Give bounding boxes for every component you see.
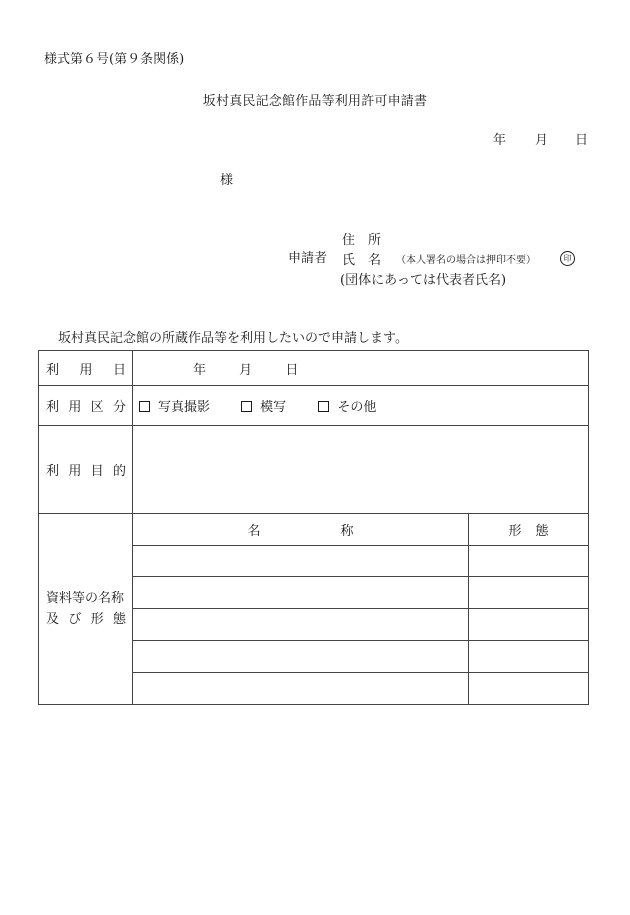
date-month-label: 月: [535, 133, 549, 148]
seal-mark: 印: [560, 251, 575, 266]
name-column-header: [133, 514, 469, 546]
header-char: 称: [340, 524, 354, 539]
usage-date-label: [39, 351, 133, 386]
materials-label: [39, 514, 133, 705]
label-char: 形: [90, 612, 104, 627]
materials-header-row: [39, 514, 589, 546]
usage-category-cell: [133, 386, 589, 426]
label-char: 利: [46, 362, 60, 378]
usage-year-label: 年: [193, 362, 207, 378]
material-form-input[interactable]: [469, 641, 589, 673]
form-number: 様式第６号(第９条関係): [44, 52, 185, 67]
name-note: （本人署名の場合は押印不要）: [396, 255, 536, 266]
material-name-input[interactable]: [133, 641, 469, 673]
checkbox-copy[interactable]: [241, 401, 252, 412]
usage-day-label: 日: [285, 362, 299, 378]
date-day-label: 日: [575, 133, 589, 148]
usage-date-cell[interactable]: [133, 351, 589, 386]
usage-purpose-input[interactable]: [133, 426, 589, 514]
label-char: 分: [112, 400, 126, 415]
date-year-label: 年: [493, 133, 507, 148]
material-form-input[interactable]: [469, 577, 589, 609]
category-option-label: 写真撮影: [158, 400, 211, 415]
label-char: 用: [79, 362, 93, 378]
label-char: 的: [112, 464, 126, 479]
label-char: 目: [90, 464, 104, 479]
usage-purpose-label: [39, 426, 133, 514]
header-char: 名: [247, 524, 261, 539]
name-label: 氏 名: [342, 253, 382, 268]
address-label: 住 所: [342, 233, 382, 248]
material-name-input[interactable]: [133, 546, 469, 577]
label-char: 利: [46, 400, 60, 415]
application-statement: 坂村真民記念館の所蔵作品等を利用したいので申請します。: [58, 331, 408, 346]
addressee-suffix: 様: [220, 173, 234, 188]
label-char: 及: [46, 612, 60, 627]
document-title: 坂村真民記念館作品等利用許可申請書: [202, 94, 428, 109]
material-name-input[interactable]: [133, 609, 469, 641]
usage-category-row: [39, 386, 589, 426]
checkbox-photo[interactable]: [139, 401, 150, 412]
label-char: 用: [68, 464, 82, 479]
material-form-input[interactable]: [469, 609, 589, 641]
usage-date-row: [39, 351, 589, 386]
material-form-input[interactable]: [469, 673, 589, 705]
group-representative-note: (団体にあっては代表者氏名): [340, 273, 507, 288]
material-form-input[interactable]: [469, 546, 589, 577]
category-option-other[interactable]: [318, 396, 376, 415]
label-char: 区: [90, 400, 104, 415]
category-option-label: 模写: [260, 400, 287, 415]
usage-purpose-row: [39, 426, 589, 514]
label-char: 利: [46, 464, 60, 479]
application-table: [38, 350, 589, 705]
checkbox-other[interactable]: [318, 401, 329, 412]
material-name-input[interactable]: [133, 577, 469, 609]
applicant-label: 申請者: [288, 251, 328, 266]
usage-category-label: [39, 386, 133, 426]
label-char: 用: [68, 400, 82, 415]
form-column-header: [469, 514, 589, 546]
label-char: 日: [112, 362, 126, 378]
usage-month-label: 月: [239, 362, 253, 378]
label-char: 態: [112, 612, 126, 627]
header-char: 形: [508, 524, 522, 539]
category-option-copy[interactable]: [241, 396, 286, 415]
label-char: び: [68, 612, 82, 627]
material-name-input[interactable]: [133, 673, 469, 705]
category-option-label: その他: [337, 400, 377, 415]
materials-label-line1: 資料等の名称: [46, 591, 125, 606]
category-option-photo[interactable]: [139, 396, 210, 415]
header-char: 態: [535, 524, 549, 539]
